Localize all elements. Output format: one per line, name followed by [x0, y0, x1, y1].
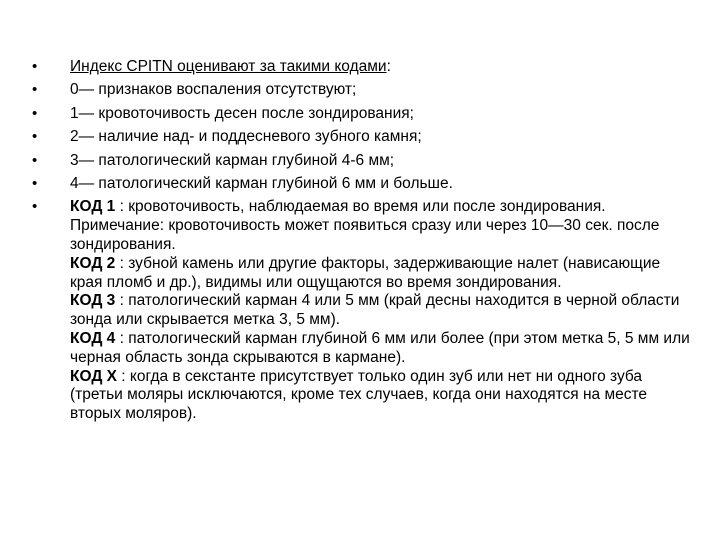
title-colon: : [386, 58, 391, 75]
bullet-dot: • [32, 58, 38, 75]
bullet-item-code-details [32, 198, 692, 424]
codex-text: : когда в секстанте присутствует только один зуб или нет ни одного зуба (третьи моляры исключаются, кроме тех случаев, когда они находятся на месте вторых моляров). [70, 367, 648, 423]
note-paragraph: Примечание: кровоточивость может появиться сразу или через 10—30 сек. после зондирования. [70, 217, 660, 253]
code1-paragraph [70, 198, 692, 217]
bullet-item-title [32, 58, 692, 77]
code3-label: КОД 3 [70, 292, 116, 310]
code4-text: : патологический карман глубиной 6 мм или более (при этом метка 5, 5 мм или черная область зонда скрываются в кармане). [70, 329, 690, 366]
bullet-text: 4— патологический карман глубиной 6 мм и больше. [70, 174, 453, 192]
title-text: Индекс CPITN оценивают за такими кодами [70, 58, 387, 75]
code3-paragraph [70, 292, 692, 330]
bullet-item-code-2 [32, 128, 692, 147]
bullet-item-code-0 [32, 81, 692, 100]
bullet-list [32, 58, 692, 429]
bullet-dot: • [32, 151, 38, 169]
bullet-text: 3— патологический карман глубиной 4-6 мм; [70, 151, 395, 169]
code1-label: КОД 1 [70, 198, 116, 216]
bullet-dot: • [32, 104, 38, 122]
bullet-item-code-4 [32, 175, 692, 194]
bullet-item-code-3 [32, 152, 692, 171]
bullet-text: 2— наличие над- и поддесневого зубного камня; [70, 128, 422, 146]
bullet-text: 1— кровоточивость десен после зондирования; [70, 104, 414, 122]
code2-paragraph [70, 255, 692, 293]
code2-label: КОД 2 [70, 254, 116, 272]
code2-text: : зубной камень или другие факторы, задерживающие налет (нависающие края пломб и др.), видимы или ощущаются во время зондирования. [70, 254, 661, 291]
codex-paragraph [70, 368, 692, 424]
code1-text: : кровоточивость, наблюдаемая во время или после зондирования. [115, 198, 606, 216]
bullet-dot: • [32, 128, 38, 146]
code3-text: : патологический карман 4 или 5 мм (край десны находится в черной области зонда или скрывается метка 3, 5 мм). [70, 292, 680, 329]
codex-label: КОД Х [70, 367, 117, 385]
bullet-dot: • [32, 81, 38, 99]
code4-label: КОД 4 [70, 329, 116, 347]
bullet-text: 0— признаков воспаления отсутствуют; [70, 81, 357, 99]
bullet-dot: • [32, 174, 38, 192]
bullet-dot: • [32, 198, 38, 216]
bullet-item-code-1 [32, 105, 692, 124]
code4-paragraph [70, 330, 692, 368]
